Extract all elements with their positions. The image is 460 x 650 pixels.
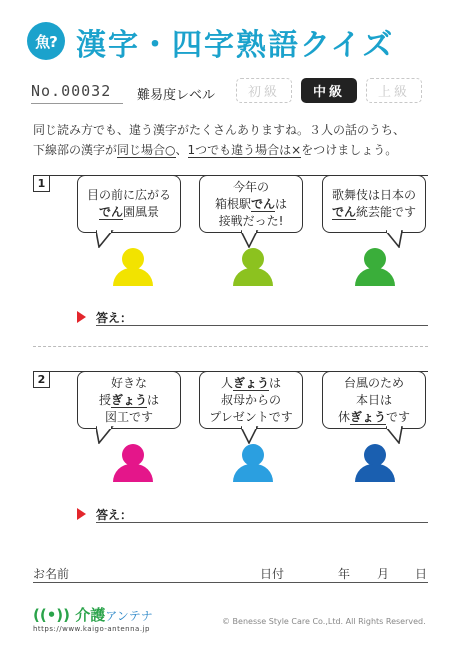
speech-bubble [322, 175, 426, 233]
brand-main: 介護 [75, 606, 106, 624]
worksheet-number-underline [31, 103, 123, 104]
question-number: 1 [33, 175, 50, 192]
name-date-field[interactable] [33, 582, 428, 583]
name-label: お名前 [33, 567, 70, 581]
bubble-text: は [147, 392, 160, 407]
bubble-text: です [386, 409, 411, 424]
date-label: 日付 [260, 567, 285, 581]
bubble-line [332, 204, 416, 221]
section-divider [33, 346, 428, 347]
answer-field[interactable] [96, 325, 428, 326]
bubble-line [215, 196, 287, 213]
instruction-same-rule: 同じ場合○ [117, 143, 176, 157]
answer-field[interactable] [96, 522, 428, 523]
bubble-line: 図工です [104, 409, 153, 424]
person-icon [355, 444, 395, 482]
bubble-line: 本日は [355, 392, 392, 407]
level-advanced: 上級 [366, 78, 422, 103]
target-reading: でん [331, 205, 356, 219]
bubble-tail [96, 426, 114, 444]
bubble-tail [241, 230, 259, 248]
target-reading: でん [250, 196, 275, 211]
instruction-line-1: 同じ読み方でも、違う漢字がたくさんありますね。３人の話のうち、 [33, 123, 406, 137]
instructions [33, 120, 433, 160]
instruction-comma: 、 [175, 143, 188, 157]
bubble-tail [241, 426, 259, 444]
level-intermediate: 中級 [301, 78, 357, 103]
person-icon [355, 248, 395, 286]
bubble-text: は [275, 196, 288, 211]
bubble-text: 授 [98, 392, 111, 407]
question-number: 2 [33, 371, 50, 388]
bubble-line: 歌舞伎は日本の [331, 188, 416, 202]
answer-arrow-icon [77, 311, 86, 323]
bubble-text: 園風景 [123, 205, 160, 219]
answer-arrow-icon [77, 508, 86, 520]
bubble-text: 人 [220, 375, 233, 390]
worksheet-number: No.00032 [31, 82, 112, 100]
brand-url: https://www.kaigo-antenna.jp [33, 625, 150, 633]
bubble-tail [386, 230, 404, 248]
antenna-icon: ((•)) [33, 606, 71, 624]
instruction-different-rule: 1つでも違う場合は× [187, 143, 302, 157]
bubble-line [99, 392, 159, 409]
bubble-line [338, 409, 410, 426]
instruction-line-2 [33, 140, 433, 160]
person-icon [233, 248, 273, 286]
target-reading: ぎょう [232, 375, 269, 390]
bubble-tail [96, 230, 114, 248]
bubble-line: 台風のため [343, 375, 404, 390]
bubble-line: 今年の [232, 179, 269, 194]
target-reading: でん [98, 205, 123, 219]
bubble-line: プレゼントです [209, 409, 293, 424]
speech-bubble [77, 175, 181, 233]
bubble-line [221, 375, 281, 392]
bubble-line [99, 204, 159, 221]
quiz-logo-icon: 魚? [27, 22, 65, 60]
person-icon [113, 248, 153, 286]
person-icon [233, 444, 273, 482]
target-reading: ぎょう [349, 409, 386, 424]
instruction-text-end: をつけましょう。 [301, 143, 398, 157]
bubble-line: 目の前に広がる [86, 188, 171, 202]
copyright: © Benesse Style Care Co.,Ltd. All Rights Reserved. [222, 617, 426, 626]
bubble-text: は [269, 375, 282, 390]
bubble-text: 休 [337, 409, 350, 424]
day-label: 日 [415, 567, 428, 581]
speech-bubble [199, 175, 303, 233]
speech-bubble [77, 371, 181, 429]
instruction-text: 下線部の漢字が [33, 143, 118, 157]
answer-label: 答え： [96, 508, 133, 522]
month-label: 月 [377, 567, 390, 581]
level-beginner: 初級 [236, 78, 292, 103]
brand-sub: アンテナ [105, 609, 153, 623]
bubble-tail [386, 426, 404, 444]
page-title: 漢字・四字熟語クイズ [76, 28, 395, 63]
person-icon [113, 444, 153, 482]
speech-bubble [199, 371, 303, 429]
answer-label: 答え： [96, 311, 133, 325]
target-reading: ぎょう [110, 392, 147, 407]
bubble-text: 箱根駅 [214, 196, 251, 211]
bubble-line: 接戦だった! [218, 213, 284, 228]
bubble-line: 叔母からの [220, 392, 281, 407]
year-label: 年 [338, 567, 351, 581]
speech-bubble [322, 371, 426, 429]
brand-logo [33, 604, 153, 625]
difficulty-label: 難易度レベル [137, 88, 216, 103]
bubble-text: 統芸能です [356, 205, 417, 219]
bubble-line: 好きな [110, 375, 147, 390]
